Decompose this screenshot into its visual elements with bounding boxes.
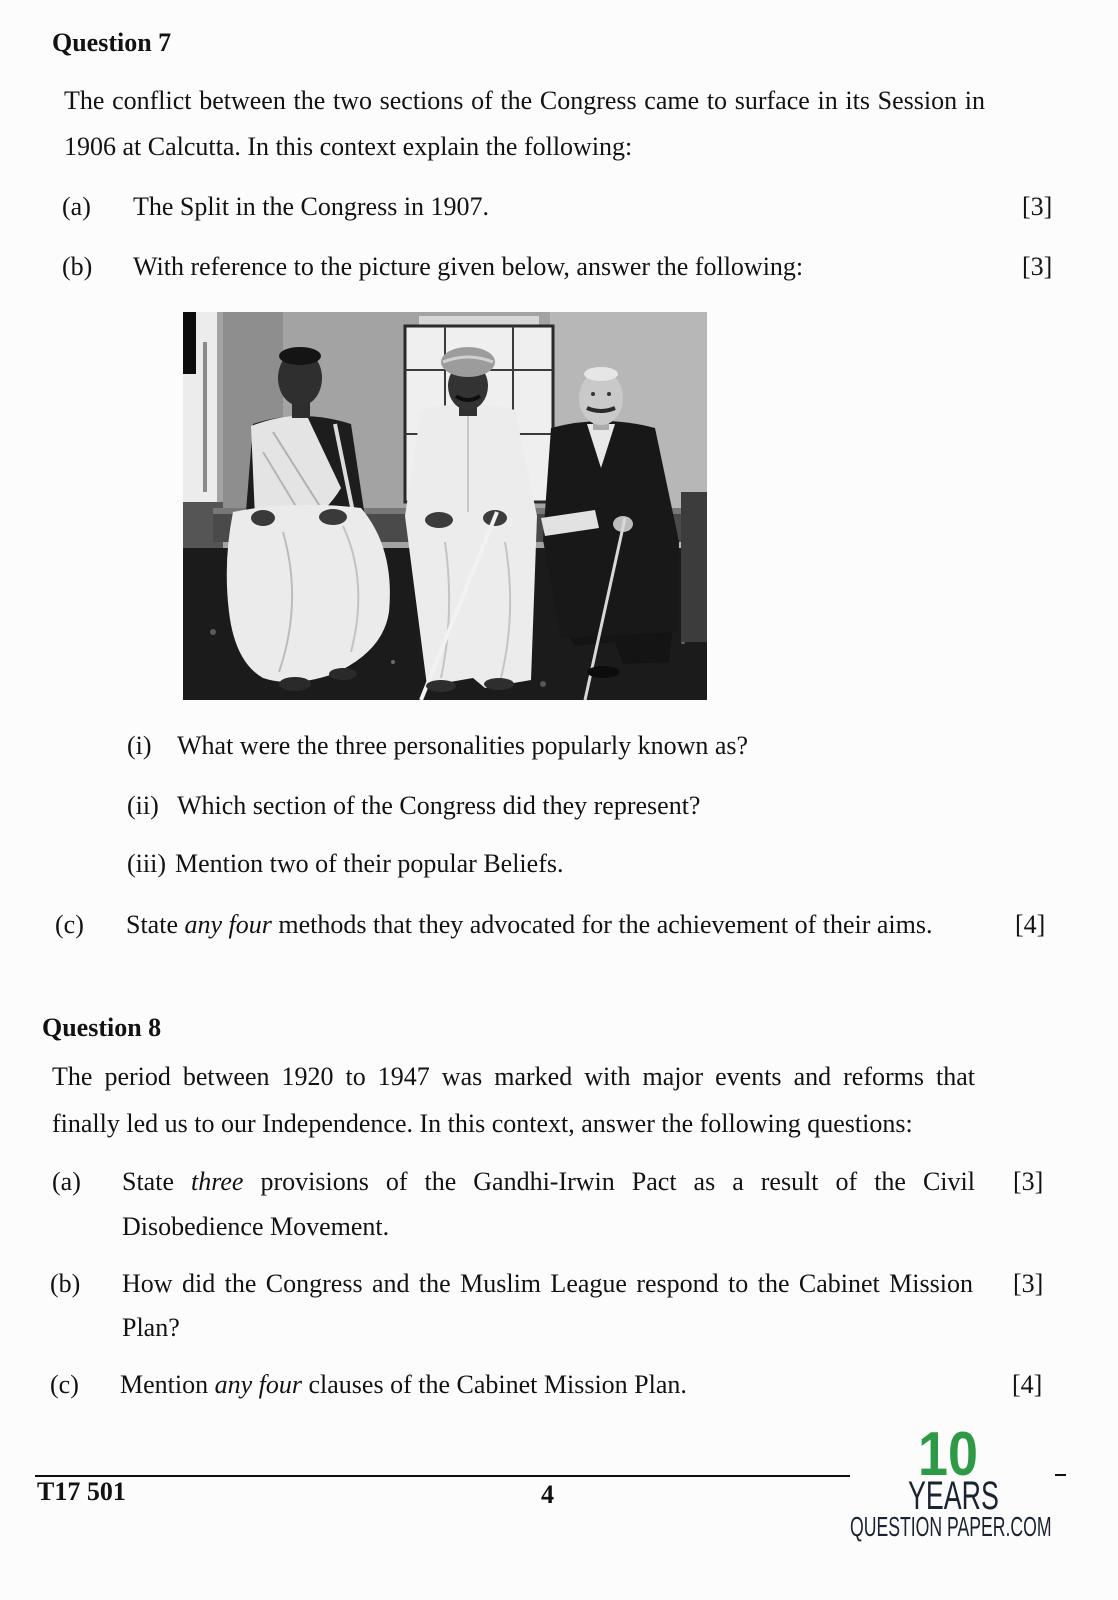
question-8-part-a-marks: [3] xyxy=(1013,1167,1044,1196)
question-7-part-c-label: (c) xyxy=(55,910,84,939)
photo-right-figure-forehead xyxy=(584,367,618,381)
photo-middle-figure-foot xyxy=(484,678,514,690)
question-7-part-a-marks: [3] xyxy=(1022,192,1053,221)
photo-left-figure-hair xyxy=(279,347,321,365)
question-7-part-a-text: The Split in the Congress in 1907. xyxy=(133,192,490,221)
question-7-part-c-text-start: State xyxy=(126,910,185,939)
question-7-intro-line-2: 1906 at Calcutta. In this context explain the following: xyxy=(64,132,633,161)
question-8-part-b-label: (b) xyxy=(50,1269,81,1298)
question-7-part-c-emphasis: any four xyxy=(184,910,272,939)
photo-chair-edge xyxy=(681,492,707,642)
question-8-part-a-emphasis: three xyxy=(191,1167,244,1196)
photo-right-figure-eye xyxy=(591,392,595,396)
photo-ground-speck xyxy=(391,660,395,664)
photo-left-figure-hand xyxy=(319,509,347,525)
question-8-part-b-line-2: Plan? xyxy=(122,1313,180,1342)
photo-ground-speck xyxy=(540,681,546,687)
question-7-part-b-text: With reference to the picture given below, answer the following: xyxy=(133,252,804,281)
question-8-part-c-text xyxy=(120,1370,687,1400)
question-7-part-b-label: (b) xyxy=(62,252,93,281)
logo-word: YEARS xyxy=(908,1474,999,1518)
paper-code: T17 501 xyxy=(37,1477,126,1506)
historical-photo xyxy=(183,312,707,700)
photo-pillar-edge xyxy=(203,342,207,492)
question-8-part-a-text-end: provisions of the Gandhi-Irwin Pact as a result of the Civil xyxy=(243,1167,975,1196)
question-8-intro-line-1: The period between 1920 to 1947 was marked with major events and reforms that xyxy=(52,1062,975,1091)
photo-middle-figure-robe xyxy=(405,404,537,688)
question-8-part-b-marks: [3] xyxy=(1013,1269,1044,1298)
question-7-subpart-iii-label: (iii) xyxy=(127,849,166,878)
question-7-intro-line-1: The conflict between the two sections of the Congress came to surface in its Session in xyxy=(64,86,985,115)
question-7-subpart-ii-text: Which section of the Congress did they represent? xyxy=(177,791,701,820)
question-8-part-c-text-end: clauses of the Cabinet Mission Plan. xyxy=(302,1370,687,1399)
page-number: 4 xyxy=(541,1480,554,1509)
question-8-part-c-marks: [4] xyxy=(1012,1370,1043,1399)
photo-left-figure-foot xyxy=(279,677,311,691)
question-8-heading: Question 8 xyxy=(42,1013,162,1042)
question-8-part-b-line-1: How did the Congress and the Muslim League respond to the Cabinet Mission xyxy=(122,1269,973,1298)
question-8-part-a-text-start: State xyxy=(122,1167,191,1196)
question-7-subpart-i-text: What were the three personalities popularly known as? xyxy=(177,731,749,760)
question-8-part-c-label: (c) xyxy=(50,1370,79,1399)
question-7-subpart-ii-label: (ii) xyxy=(127,791,159,820)
question-7-heading: Question 7 xyxy=(52,28,172,57)
photo-middle-figure-turban xyxy=(441,347,495,377)
question-7-subpart-i-label: (i) xyxy=(127,731,152,760)
question-7-part-c-marks: [4] xyxy=(1015,910,1046,939)
question-8-intro-line-2: finally led us to our Independence. In this context, answer the following questions: xyxy=(52,1109,913,1138)
question-7-part-a-label: (a) xyxy=(62,192,91,221)
question-8-part-c-emphasis: any four xyxy=(214,1370,302,1399)
margin-tick xyxy=(1055,1474,1066,1476)
photo-dark-post xyxy=(183,312,196,374)
photo-middle-figure-foot xyxy=(426,680,456,692)
photo-right-figure-eye xyxy=(607,392,611,396)
question-8-part-a-line-2: Disobedience Movement. xyxy=(122,1212,390,1241)
photo-ground-speck xyxy=(210,629,216,635)
photo-left-figure-hand xyxy=(251,510,275,526)
photo-middle-figure-hand xyxy=(425,512,453,528)
question-8-part-a-line-1 xyxy=(122,1167,975,1197)
question-7-subpart-iii-text: Mention two of their popular Beliefs. xyxy=(175,849,564,878)
logo-number: 10 xyxy=(918,1420,979,1489)
photo-right-figure-foot xyxy=(587,666,619,678)
question-7-part-c-text-end: methods that they advocated for the achievement of their aims. xyxy=(271,910,933,939)
footer-rule xyxy=(35,1475,850,1477)
question-7-part-c-text xyxy=(126,910,933,940)
photo-left-figure-foot xyxy=(329,668,357,680)
question-8-part-c-text-start: Mention xyxy=(120,1370,215,1399)
logo-site: QUESTION PAPER.COM xyxy=(850,1511,1052,1542)
question-8-part-a-label: (a) xyxy=(52,1167,81,1196)
question-7-part-b-marks: [3] xyxy=(1022,252,1053,281)
